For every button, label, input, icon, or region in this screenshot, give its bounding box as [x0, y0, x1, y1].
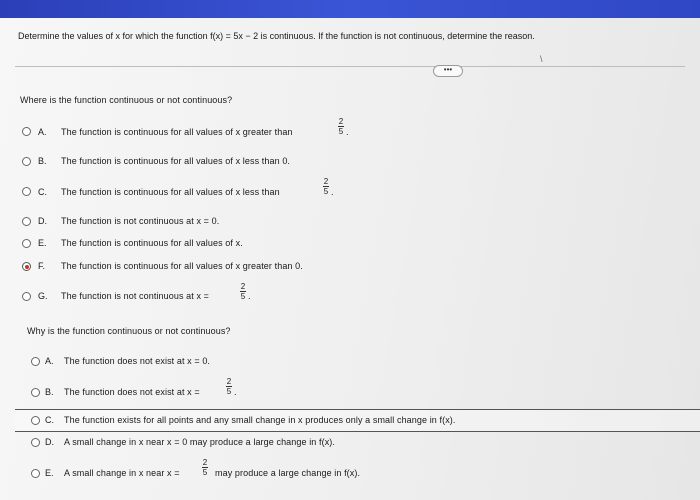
option-letter: D. — [38, 216, 47, 226]
fraction — [338, 117, 344, 136]
option-text-after: may produce a large change in f(x). — [215, 468, 361, 478]
expand-button[interactable]: ••• — [433, 65, 463, 77]
option-text: The function is continuous for all values of x greater than 0. — [61, 261, 303, 271]
option-letter: G. — [38, 291, 48, 301]
option-text: The function does not exist at x = — [64, 387, 200, 397]
option-text: The function is continuous for all values of x. — [61, 238, 243, 248]
part1-question: Where is the function continuous or not continuous? — [20, 95, 233, 105]
fraction — [226, 377, 232, 396]
part1-radio-b[interactable] — [22, 157, 31, 166]
fraction-numerator: 2 — [240, 282, 246, 291]
option-text: The function exists for all points and any small change in x produces only a small change in f(x). — [64, 415, 456, 425]
fraction-denominator: 5 — [323, 187, 329, 196]
mouse-cursor-icon: \ — [540, 54, 543, 64]
option-letter: E. — [45, 468, 54, 478]
part1-radio-c[interactable] — [22, 187, 31, 196]
option-suffix: . — [234, 387, 237, 397]
fraction-denominator: 5 — [338, 127, 344, 136]
option-letter: F. — [38, 261, 46, 271]
part2-question: Why is the function continuous or not continuous? — [27, 326, 231, 336]
fraction-denominator: 5 — [240, 292, 246, 301]
fraction — [323, 177, 329, 196]
section-divider — [15, 66, 685, 67]
option-text: The function is continuous for all values of x less than — [61, 187, 280, 197]
option-letter: A. — [38, 127, 47, 137]
part1-radio-f[interactable] — [22, 262, 31, 271]
option-suffix: . — [331, 187, 334, 197]
fraction-denominator: 5 — [226, 387, 232, 396]
fraction-numerator: 2 — [338, 117, 344, 126]
fraction — [202, 458, 208, 477]
option-text: The function is continuous for all values of x less than 0. — [61, 156, 291, 166]
option-letter: E. — [38, 238, 47, 248]
option-suffix: . — [346, 127, 349, 137]
part1-radio-g[interactable] — [22, 292, 31, 301]
part1-radio-e[interactable] — [22, 239, 31, 248]
fraction-denominator: 5 — [202, 468, 208, 477]
option-letter: C. — [38, 187, 47, 197]
option-letter: D. — [45, 437, 54, 447]
option-text: The function is continuous for all values of x greater than — [61, 127, 293, 137]
part2-radio-a[interactable] — [31, 357, 40, 366]
option-text: The function does not exist at x = 0. — [64, 356, 211, 366]
fraction — [240, 282, 246, 301]
part2-radio-c[interactable] — [31, 416, 40, 425]
part2-radio-b[interactable] — [31, 388, 40, 397]
option-letter: A. — [45, 356, 54, 366]
option-text: The function is not continuous at x = — [61, 291, 210, 301]
question-prompt: Determine the values of x for which the function f(x) = 5x − 2 is continuous. If the function is not continuous, determine the reason. — [18, 31, 535, 41]
option-text-before: A small change in x near x = — [64, 468, 180, 478]
part2-radio-e[interactable] — [31, 469, 40, 478]
fraction-numerator: 2 — [202, 458, 208, 467]
part2-radio-d[interactable] — [31, 438, 40, 447]
option-letter: B. — [45, 387, 54, 397]
browser-top-bar — [0, 0, 700, 20]
fraction-numerator: 2 — [226, 377, 232, 386]
option-letter: B. — [38, 156, 47, 166]
option-text: The function is not continuous at x = 0. — [61, 216, 220, 226]
part1-radio-d[interactable] — [22, 217, 31, 226]
option-letter: C. — [45, 415, 54, 425]
option-text: A small change in x near x = 0 may produce a large change in f(x). — [64, 437, 335, 447]
option-suffix: . — [248, 291, 251, 301]
fraction-numerator: 2 — [323, 177, 329, 186]
part1-radio-a[interactable] — [22, 127, 31, 136]
